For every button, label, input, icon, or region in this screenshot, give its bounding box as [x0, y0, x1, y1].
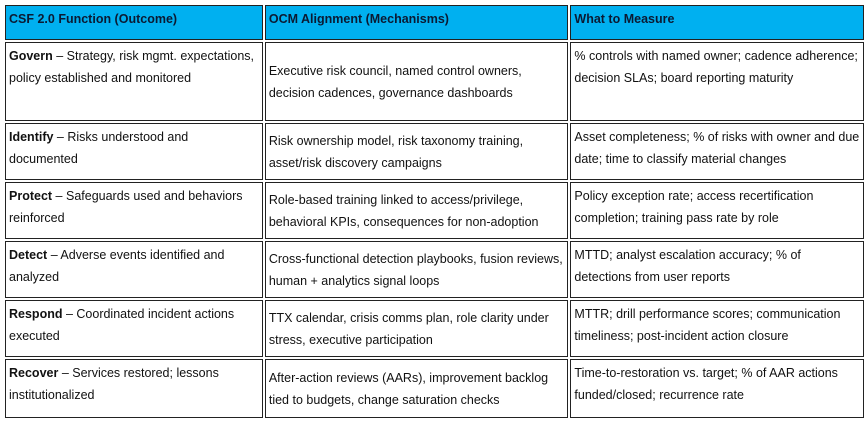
- ocm-cell: TTX calendar, crisis comms plan, role clarity under stress, executive participation: [265, 300, 569, 357]
- function-outcome: – Risks understood and documented: [9, 130, 189, 166]
- measure-cell: MTTR; drill performance scores; communication timeliness; post-incident action closure: [570, 300, 864, 357]
- function-cell: [5, 359, 263, 418]
- measure-cell: MTTD; analyst escalation accuracy; % of detections from user reports: [570, 241, 864, 298]
- function-cell: [5, 123, 263, 180]
- function-cell: [5, 182, 263, 239]
- function-cell: [5, 241, 263, 298]
- measure-cell: Time-to-restoration vs. target; % of AAR actions funded/closed; recurrence rate: [570, 359, 864, 418]
- table-row: [5, 182, 864, 239]
- function-outcome: – Coordinated incident actions executed: [9, 307, 235, 343]
- table-row: [5, 359, 864, 418]
- csf-ocm-table: [3, 3, 866, 420]
- measure-cell: Asset completeness; % of risks with owner and due date; time to classify material changes: [570, 123, 864, 180]
- function-name: Recover: [9, 366, 59, 380]
- function-outcome: – Strategy, risk mgmt. expectations, policy established and monitored: [9, 49, 254, 85]
- header-ocm: OCM Alignment (Mechanisms): [265, 5, 569, 40]
- ocm-cell: Executive risk council, named control owners, decision cadences, governance dashboards: [265, 42, 569, 121]
- header-row: [5, 5, 864, 40]
- ocm-cell: After-action reviews (AARs), improvement backlog tied to budgets, change saturation checks: [265, 359, 569, 418]
- measure-cell: Policy exception rate; access recertification completion; training pass rate by role: [570, 182, 864, 239]
- ocm-cell: Cross-functional detection playbooks, fusion reviews, human + analytics signal loops: [265, 241, 569, 298]
- function-name: Identify: [9, 130, 54, 144]
- function-name: Protect: [9, 189, 53, 203]
- function-name: Respond: [9, 307, 63, 321]
- header-function: CSF 2.0 Function (Outcome): [5, 5, 263, 40]
- measure-cell: % controls with named owner; cadence adherence; decision SLAs; board reporting maturity: [570, 42, 864, 121]
- function-name: Detect: [9, 248, 48, 262]
- function-outcome: – Adverse events identified and analyzed: [9, 248, 225, 284]
- table-row: [5, 42, 864, 121]
- function-cell: [5, 42, 263, 121]
- function-outcome: – Safeguards used and behaviors reinforced: [9, 189, 243, 225]
- ocm-cell: Risk ownership model, risk taxonomy training, asset/risk discovery campaigns: [265, 123, 569, 180]
- table-row: [5, 123, 864, 180]
- table-row: [5, 300, 864, 357]
- table-row: [5, 241, 864, 298]
- function-outcome: – Services restored; lessons institutionalized: [9, 366, 219, 402]
- ocm-cell: Role-based training linked to access/privilege, behavioral KPIs, consequences for non-adoption: [265, 182, 569, 239]
- function-cell: [5, 300, 263, 357]
- function-name: Govern: [9, 49, 53, 63]
- header-measure: What to Measure: [570, 5, 864, 40]
